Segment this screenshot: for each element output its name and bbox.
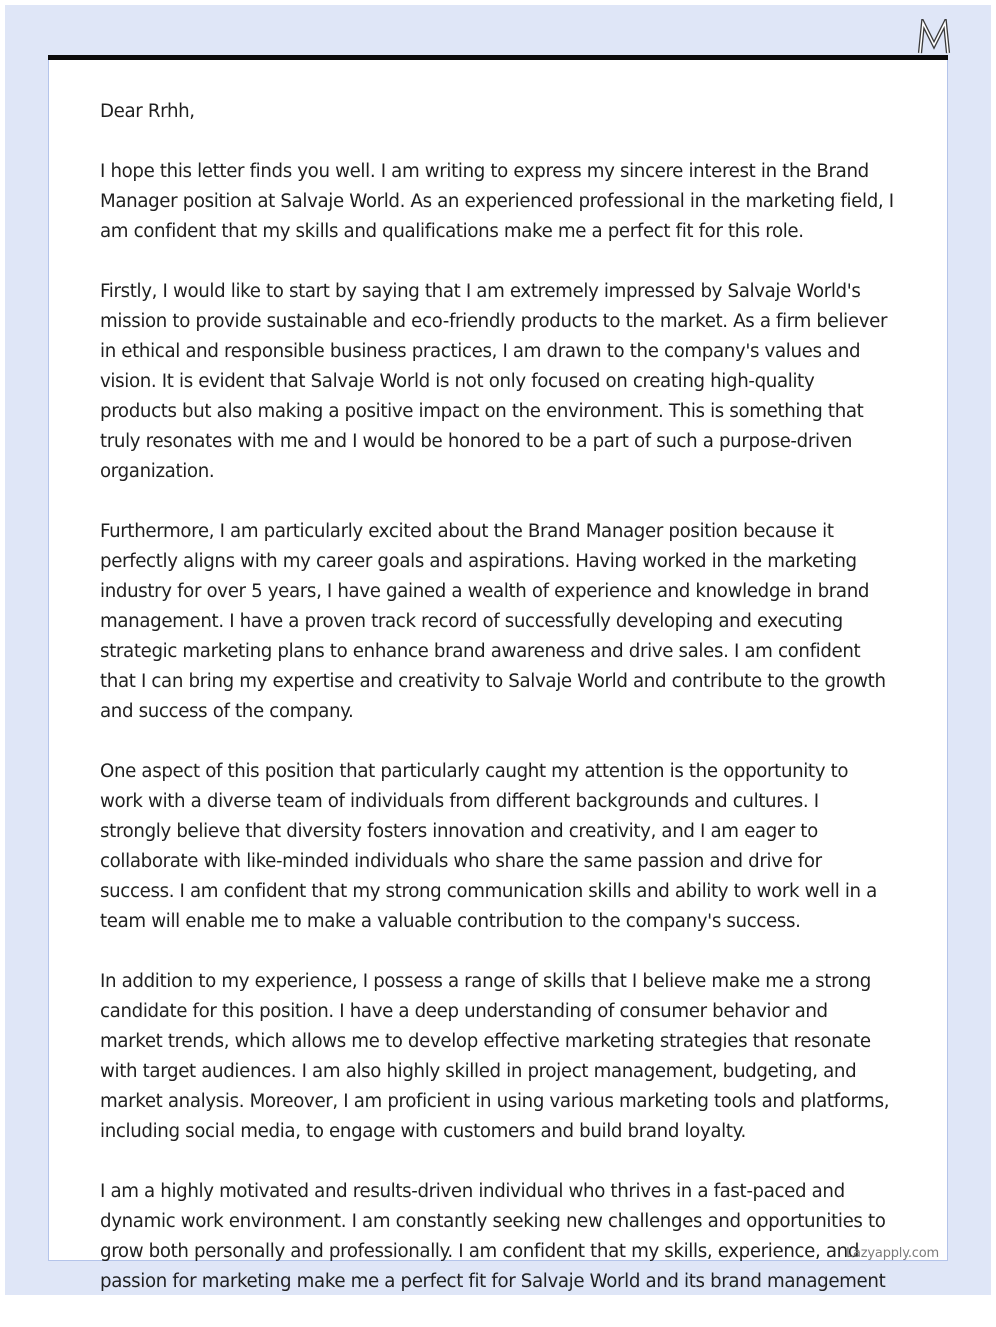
paragraph-team: One aspect of this position that particularly caught my attention is the opportunity to work with a diverse team of individuals from different backgrounds and cultures. I strongly believe that diversity fosters innovation and creativity, and I am eager to collaborate with like-minded individuals who share the same passion and drive for success. I am confident that my strong communication skills and ability to work well in a team will enable me to make a valuable contribution to the company's success.	[100, 761, 877, 932]
paragraph-skills: In addition to my experience, I possess a range of skills that I believe make me a strong candidate for this position. I have a deep understanding of consumer behavior and market trends, which allows me to develop effective marketing strategies that resonate with target audiences. I am also highly skilled in project management, budgeting, and market analysis. Moreover, I am proficient in using various marketing tools and platforms, including social media, to engage with customers and build brand loyalty.	[100, 971, 890, 1142]
paragraph-experience: Furthermore, I am particularly excited about the Brand Manager position because it perfectly aligns with my career goals and aspirations. Having worked in the marketing industry for over 5 years, I have gained a wealth of experience and knowledge in brand management. I have a proven track record of successfully developing and executing strategic marketing plans to enhance brand awareness and drive sales. I am confident that I can bring my expertise and creativity to Salvaje World and contribute to the growth and success of the company.	[100, 521, 886, 722]
paragraph-intro: I hope this letter finds you well. I am writing to express my sincere interest in the Brand Manager position at Salvaje World. As an experienced professional in the marketing field, I am confident that my skills and qualifications make me a perfect fit for this role.	[100, 161, 894, 242]
paragraph-mission: Firstly, I would like to start by saying that I am extremely impressed by Salvaje World's mission to provide sustainable and eco-friendly products to the market. As a firm believer in ethical and responsible business practices, I am drawn to the company's values and vision. It is evident that Salvaje World is not only focused on creating high-quality products but also making a positive impact on the environment. This is something that truly resonates with me and I would be honored to be a part of such a purpose-driven organization.	[100, 281, 888, 482]
watermark: Lazyapply.com	[846, 1246, 939, 1261]
cover-letter-body	[100, 97, 895, 1327]
m-logo-icon	[913, 19, 955, 59]
salutation: Dear Rrhh,	[100, 101, 195, 122]
paragraph-motivation: I am a highly motivated and results-driven individual who thrives in a fast-paced and dynamic work environment. I am constantly seeking new challenges and opportunities to grow both personally and professionally. I am confident that my skills, experience, and passion for marketing make me a perfect fit for Salvaje World and its brand management	[100, 1181, 886, 1292]
